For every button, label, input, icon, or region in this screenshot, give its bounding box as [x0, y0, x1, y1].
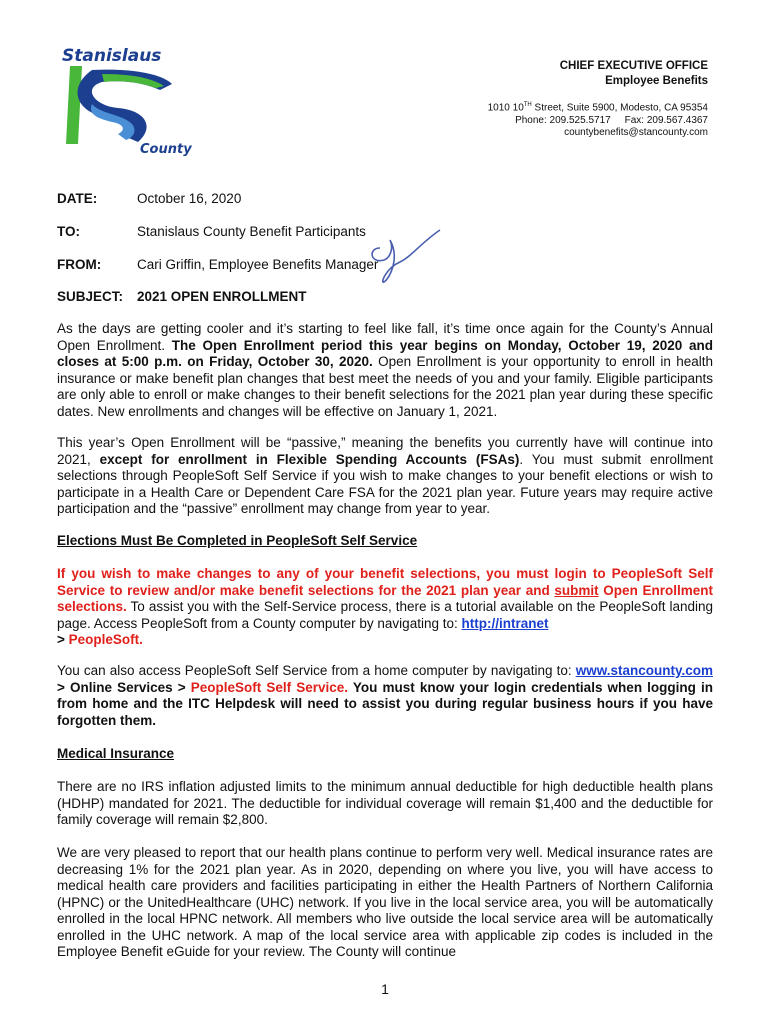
- heading-medical-insurance: Medical Insurance: [57, 746, 175, 761]
- phone-fax-line: Phone: 209.525.5717 Fax: 209.567.4367: [515, 114, 708, 126]
- from-label: FROM:: [57, 257, 102, 272]
- email-line: countybenefits@stancounty.com: [564, 127, 708, 139]
- page-number: 1: [381, 981, 389, 997]
- date-value: October 16, 2020: [137, 191, 242, 206]
- department-name: Employee Benefits: [605, 75, 708, 87]
- paragraph-passive-enrollment: This year’s Open Enrollment will be “passive,” meaning the benefits you currently have will continue into 2021, except for enrollment in Flexible Spending Accounts (FSAs). You must submit enrollment selections through PeopleSoft Self Service if you wish to make changes to your benefit elections or wish to participate in a Health Care or Dependent Care FSA for the 2021 plan year. Future years may require active participation and the “passive” enrollment may change from year to year.: [57, 435, 713, 516]
- logo-word-county: County: [140, 142, 192, 157]
- paragraph-medical-rates: We are very pleased to report that our health plans continue to perform very well. Medical insurance rates are decreasing 1% for the 2021 plan year. As in 2020, depending on where you live, you will have access to medical health care providers and facilities participating in either the Health Partners of Northern California (HPNC) or the UnitedHealthcare (UHC) network. If you live in the local service area, you will be automatically enrolled in the local HPNC network. All members who live outside the local service area will be automatically enrolled in the UHC network. A map of the local service area with applicable zip codes is included in the Employee Benefit eGuide for your review. The County will continue: [57, 845, 713, 959]
- memo-from-row: [57, 257, 378, 272]
- heading-peoplesoft-elections: Elections Must Be Completed in PeopleSoft Self Service: [57, 533, 418, 548]
- subject-label: SUBJECT:: [57, 289, 124, 304]
- paragraph-intro: As the days are getting cooler and it’s starting to feel like fall, it’s time once again for the County’s Annual Open Enrollment. The Open Enrollment period this year begins on Monday, October 19, 2020 and closes at 5:00 p.m. on Friday, October 30, 2020. Open Enrollment is your opportunity to enroll in health insurance or make benefit plan changes that best meet the needs of you and your family. Eligible participants are only able to enroll or make changes to their benefit selections for the 2021 plan year during these specific dates. New enrollments and changes will be effective on January 1, 2021.: [57, 321, 714, 419]
- stanislaus-county-logo: [52, 44, 194, 162]
- to-label: TO:: [57, 224, 80, 239]
- signature-icon: [360, 218, 450, 288]
- to-value: Stanislaus County Benefit Participants: [137, 224, 366, 239]
- subject-value: 2021 OPEN ENROLLMENT: [137, 289, 307, 304]
- memo-date-row: [57, 191, 241, 206]
- paragraph-peoplesoft-login: If you wish to make changes to any of your benefit selections, you must login to PeopleSoft Self Service to review and/or make benefit selections for the 2021 plan year and submit Open Enrollment selections. To assist you with the Self-Service process, there is a tutorial available on the PeopleSoft landing page. Access PeopleSoft from a County computer by navigating to: http://intranet > PeopleSoft.: [57, 566, 713, 647]
- stancounty-link[interactable]: www.stancounty.com: [575, 663, 713, 678]
- logo-word-stanislaus: Stanislaus: [62, 46, 162, 66]
- from-value: Cari Griffin, Employee Benefits Manager: [137, 257, 379, 272]
- address-line: 1010 10TH Street, Suite 5900, Modesto, CA 95354: [487, 102, 708, 114]
- office-name: CHIEF EXECUTIVE OFFICE: [559, 60, 708, 72]
- paragraph-home-access: You can also access PeopleSoft Self Service from a home computer by navigating to: www.stancounty.com > Online Services > PeopleSoft Self Service. You must know your login credentials when logging in from home and the ITC Helpdesk will need to assist you during regular business hours if you have forgotten them.: [57, 663, 714, 728]
- letterhead-header: [488, 59, 708, 140]
- date-label: DATE:: [57, 191, 98, 206]
- memo-to-row: [57, 224, 366, 239]
- intranet-link[interactable]: http://intranet: [461, 615, 549, 631]
- paragraph-deductibles: There are no IRS inflation adjusted limits to the minimum annual deductible for high deductible health plans (HDHP) mandated for 2021. The deductible for individual coverage will remain $1,400 and the deductible for family coverage will remain $2,800.: [57, 779, 713, 827]
- memo-subject-row: [57, 289, 307, 304]
